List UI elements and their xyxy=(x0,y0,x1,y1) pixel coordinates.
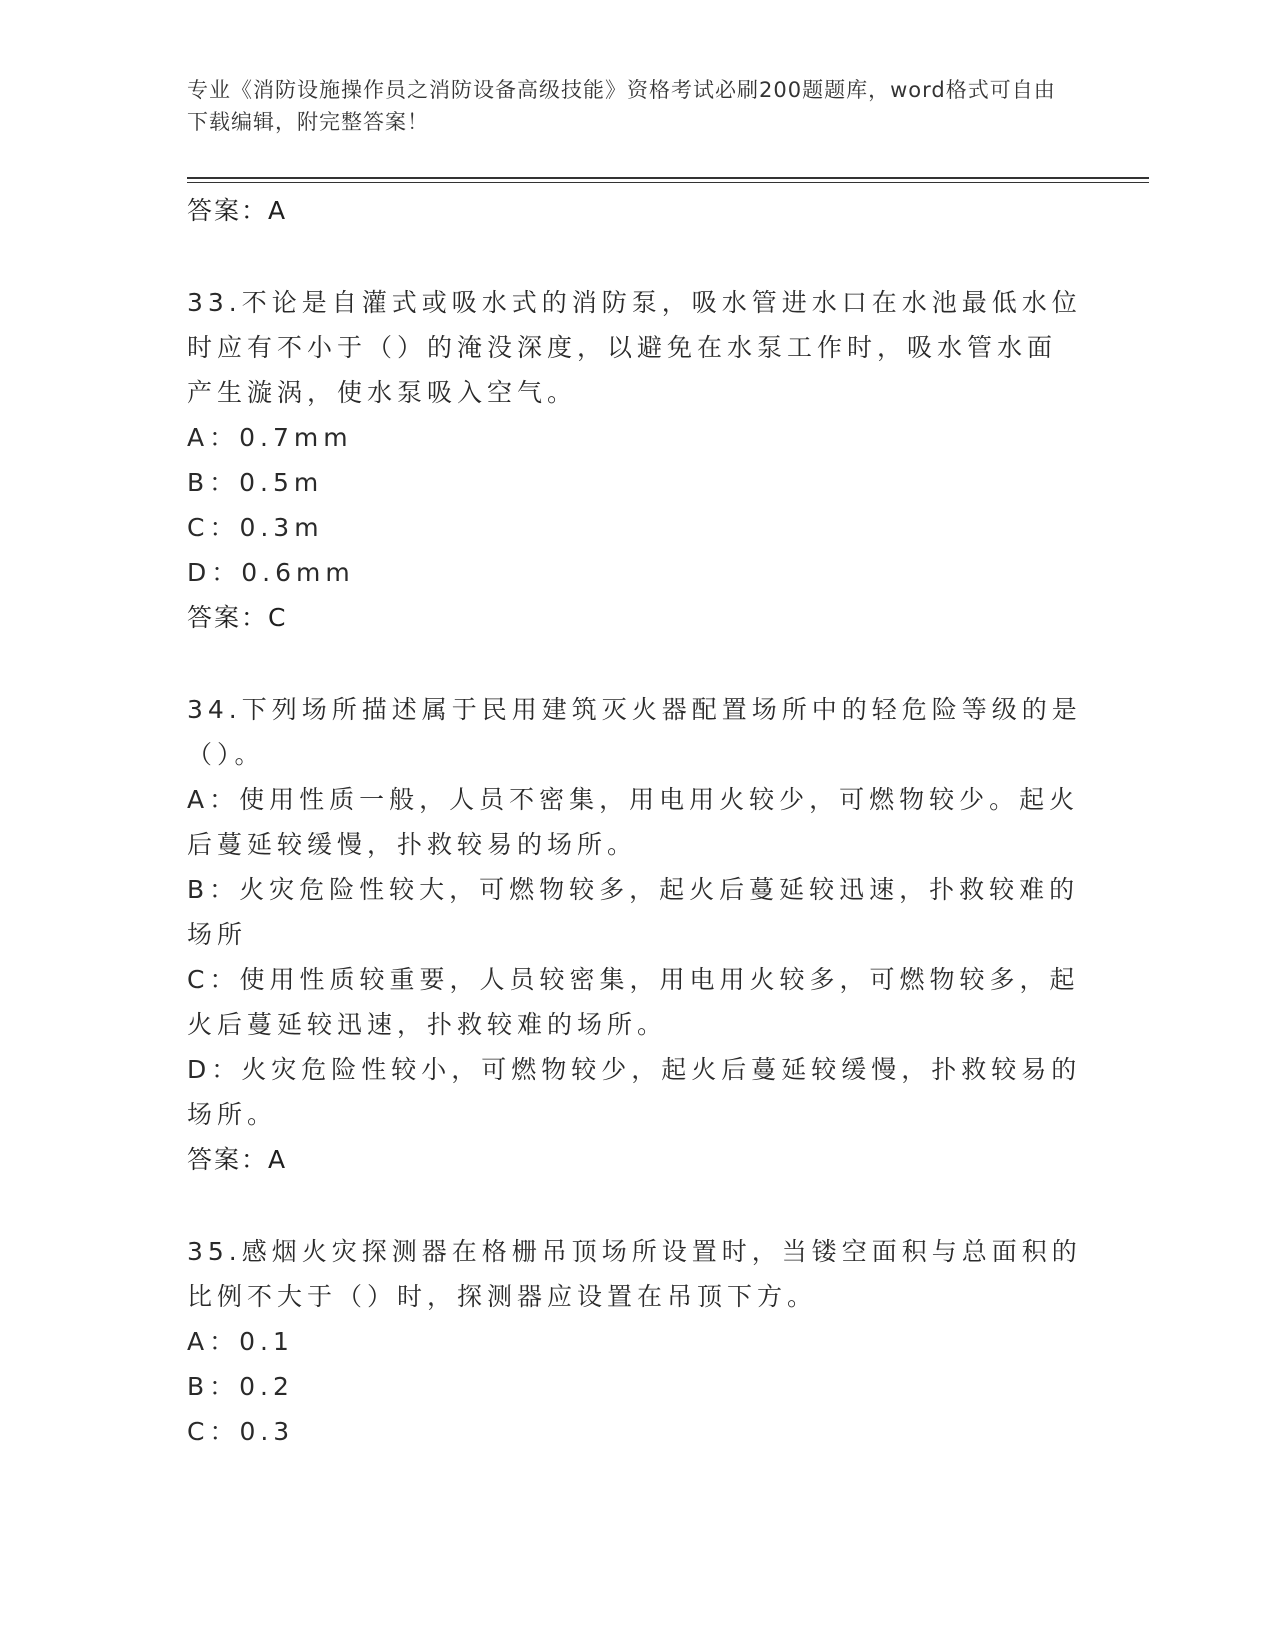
question-33-option-d: D：0.6mm xyxy=(187,558,355,587)
question-33-option-c: C：0.3m xyxy=(187,513,324,542)
question-33: 33.不论是自灌式或吸水式的消防泵，吸水管进水口在水池最低水位时应有不小于（）的淹没深度，以避免在水泵工作时，吸水管水面产生漩涡，使水泵吸入空气。 xyxy=(187,288,1082,407)
question-34-option-d: D：火灾危险性较小，可燃物较少，起火后蔓延较缓慢，扑救较易的场所。 xyxy=(187,1055,1082,1129)
question-33-option-b: B：0.5m xyxy=(187,468,324,497)
question-34-option-a: A：使用性质一般，人员不密集，用电用火较少，可燃物较少。起火后蔓延较缓慢，扑救较易的场所。 xyxy=(187,785,1080,859)
question-35-option-c: C：0.3 xyxy=(187,1417,295,1446)
question-34-option-c: C：使用性质较重要，人员较密集，用电用火较多，可燃物较多，起火后蔓延较迅速，扑救较难的场所。 xyxy=(187,965,1080,1039)
page-header: 专业《消防设施操作员之消防设备高级技能》资格考试必刷200题题库，word格式可自由下载编辑，附完整答案！ xyxy=(187,78,1056,134)
document-body xyxy=(187,188,1082,1454)
answer-33: 答案：C xyxy=(187,603,288,632)
header-divider-thin xyxy=(187,182,1149,183)
answer-32: 答案：A xyxy=(187,196,288,225)
header-divider-thick xyxy=(187,177,1149,179)
question-35: 35.感烟火灾探测器在格栅吊顶场所设置时，当镂空面积与总面积的比例不大于（）时，探测器应设置在吊顶下方。 xyxy=(187,1237,1082,1311)
spacer xyxy=(187,641,1082,687)
spacer xyxy=(187,234,1082,280)
question-35-option-b: B：0.2 xyxy=(187,1372,294,1401)
question-33-option-a: A：0.7mm xyxy=(187,423,353,452)
spacer xyxy=(187,1183,1082,1229)
question-35-option-a: A：0.1 xyxy=(187,1327,294,1356)
question-34-option-b: B：火灾危险性较大，可燃物较多，起火后蔓延较迅速，扑救较难的场所 xyxy=(187,875,1080,949)
question-34: 34.下列场所描述属于民用建筑灭火器配置场所中的轻危险等级的是（）。 xyxy=(187,695,1082,769)
answer-34: 答案：A xyxy=(187,1145,288,1174)
